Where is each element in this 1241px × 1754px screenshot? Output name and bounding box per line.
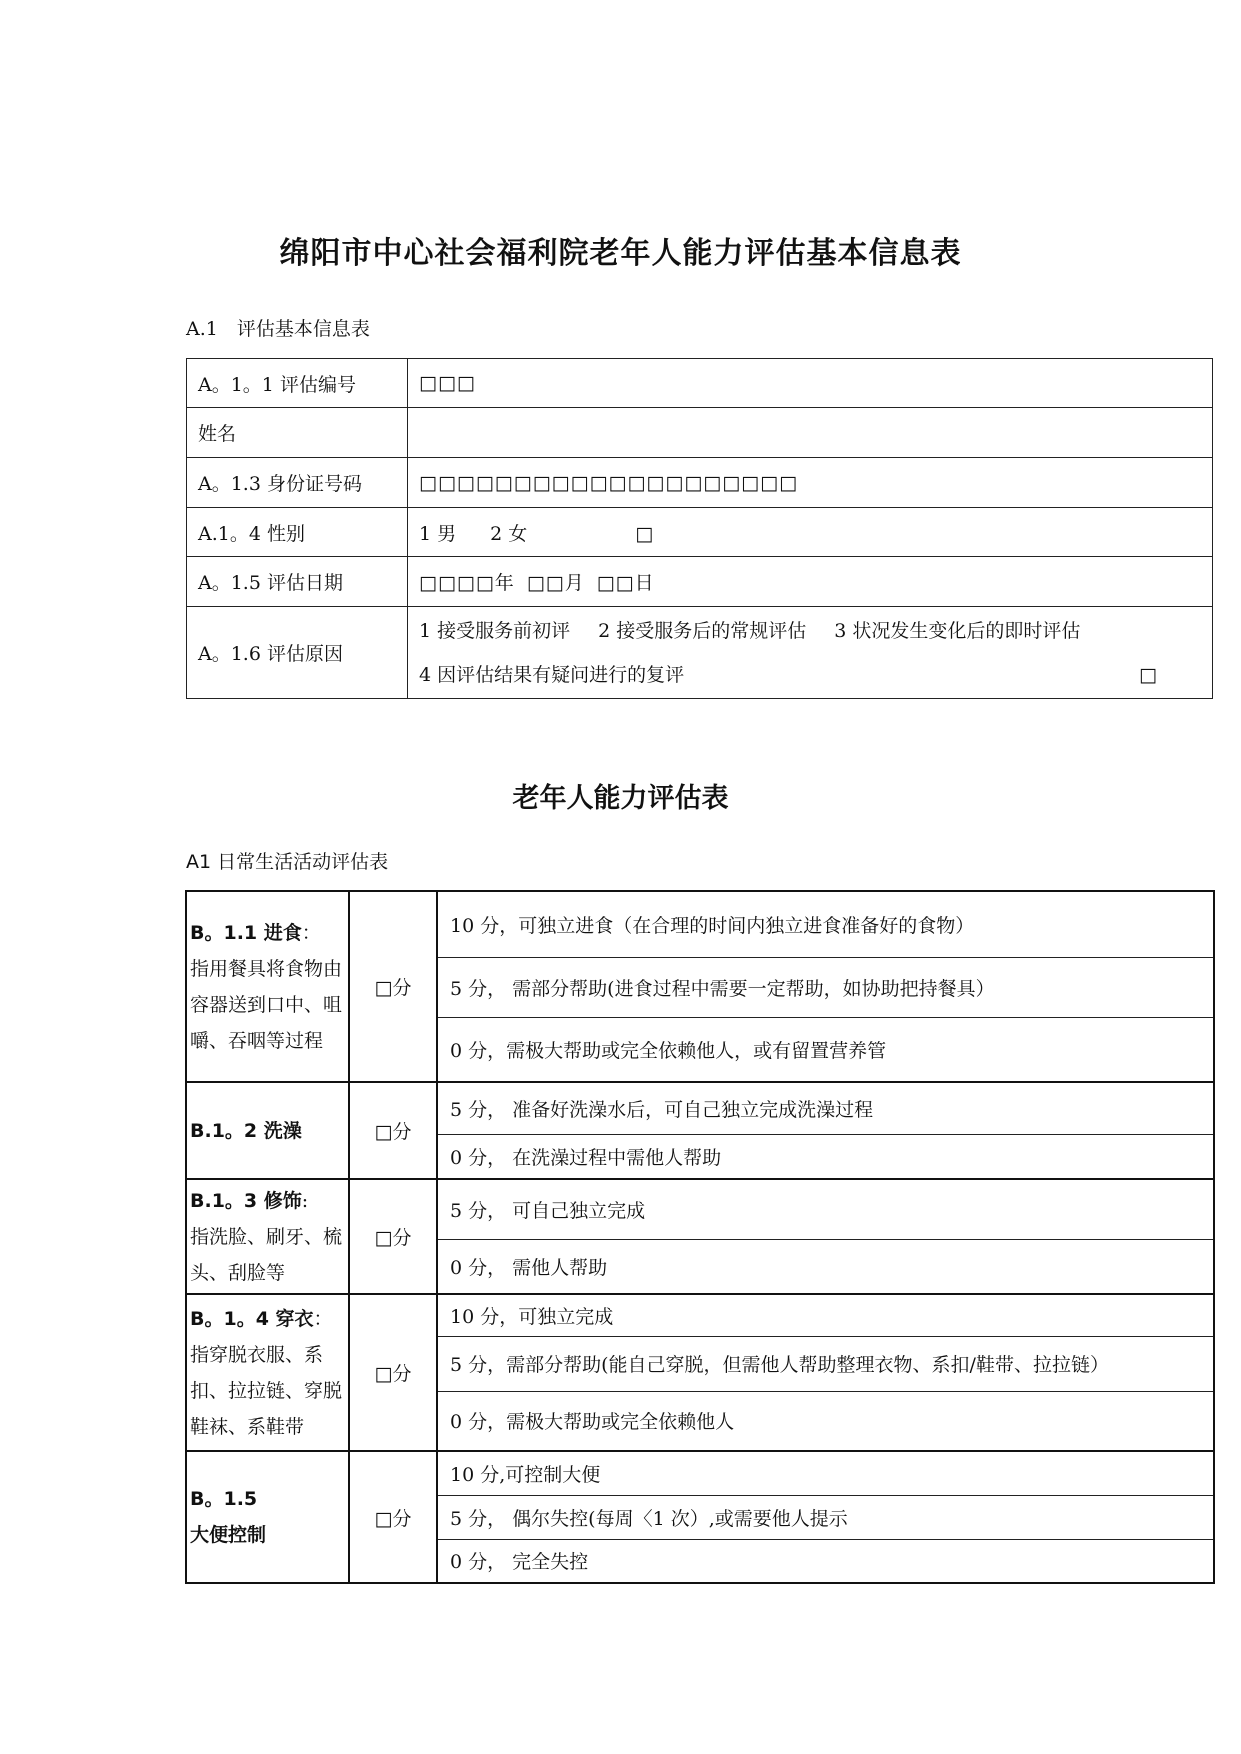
item-dressing	[186, 1294, 349, 1451]
name-field[interactable]	[408, 408, 1213, 458]
date-day-boxes[interactable]: □□日	[596, 572, 655, 594]
table-row	[186, 1451, 1214, 1495]
item-code-suffix: ：	[313, 1307, 333, 1330]
option-row[interactable]: 10 分，可独立进食（在合理的时间内独立进食准备好的食物）	[437, 891, 1214, 957]
option-row[interactable]: 0 分， 需他人帮助	[437, 1239, 1214, 1294]
reason-option-1: 1 接受服务前初评	[419, 619, 571, 642]
item-bowel-control	[186, 1451, 349, 1583]
row-assessment-number	[187, 359, 1213, 408]
score-box-dressing[interactable]: □分	[349, 1294, 437, 1451]
option-row[interactable]: 0 分，需极大帮助或完全依赖他人	[437, 1391, 1214, 1451]
gender-option-male: 1 男	[419, 522, 457, 545]
item-eating	[186, 891, 349, 1082]
item-code: B。1.1 进食	[190, 921, 302, 944]
label-name: 姓名	[187, 408, 408, 458]
reason-checkbox[interactable]: □	[1139, 663, 1157, 686]
score-box-grooming[interactable]: □分	[349, 1179, 437, 1294]
option-row[interactable]: 5 分， 准备好洗澡水后，可自己独立完成洗澡过程	[437, 1082, 1214, 1134]
table-row	[186, 1294, 1214, 1336]
label-gender: A.1。4 性别	[187, 508, 408, 557]
item-code: B。1。4 穿衣	[190, 1307, 314, 1330]
item-description: 指穿脱衣服、系扣、拉拉链、穿脱鞋袜、系鞋带	[190, 1343, 343, 1438]
item-code: B.1。2 洗澡	[190, 1119, 302, 1142]
item-code: B.1。3 修饰	[190, 1189, 302, 1212]
option-row[interactable]: 5 分， 可自己独立完成	[437, 1179, 1214, 1239]
id-number-boxes[interactable]: □□□□□□□□□□□□□□□□□□□□	[408, 458, 1213, 508]
reason-option-3: 3 状况发生变化后的即时评估	[834, 619, 1081, 642]
item-bathing	[186, 1082, 349, 1179]
label-assessment-reason: A。1.6 评估原因	[187, 607, 408, 699]
assessment-date-field	[408, 557, 1213, 607]
gender-field	[408, 508, 1213, 557]
item-description: 指洗脸、刷牙、梳头、刮脸等	[190, 1225, 343, 1284]
score-box-bowel-control[interactable]: □分	[349, 1451, 437, 1583]
option-row[interactable]: 10 分,可控制大便	[437, 1451, 1214, 1495]
option-row[interactable]: 10 分，可独立完成	[437, 1294, 1214, 1336]
option-row[interactable]: 0 分，需极大帮助或完全依赖他人，或有留置营养管	[437, 1017, 1214, 1082]
option-row[interactable]: 5 分， 需部分帮助(进食过程中需要一定帮助，如协助把持餐具）	[437, 957, 1214, 1017]
date-year-boxes[interactable]: □□□□年	[419, 572, 515, 594]
assessment-number-boxes[interactable]: □□□	[408, 359, 1213, 408]
option-row[interactable]: 5 分，需部分帮助(能自己穿脱，但需他人帮助整理衣物、系扣/鞋带、拉拉链）	[437, 1336, 1214, 1391]
table-row	[186, 891, 1214, 957]
score-box-eating[interactable]: □分	[349, 891, 437, 1082]
document-title: 绵阳市中心社会福利院老年人能力评估基本信息表	[279, 236, 962, 271]
adl-assessment-table	[185, 890, 1215, 1584]
section2-title: 老年人能力评估表	[512, 783, 729, 814]
item-description: 大便控制	[190, 1524, 267, 1546]
row-assessment-date	[187, 557, 1213, 607]
section2-caption: A1 日常生活活动评估表	[186, 851, 389, 873]
item-description: 指用餐具将食物由容器送到口中、咀嚼、吞咽等过程	[190, 957, 343, 1052]
label-assessment-date: A。1.5 评估日期	[187, 557, 408, 607]
option-row[interactable]: 0 分， 完全失控	[437, 1539, 1214, 1583]
row-id-number	[187, 458, 1213, 508]
row-gender	[187, 508, 1213, 557]
assessment-reason-field	[408, 607, 1213, 699]
date-month-boxes[interactable]: □□月	[526, 572, 585, 594]
table-row	[186, 1082, 1214, 1134]
label-id-number: A。1.3 身份证号码	[187, 458, 408, 508]
score-box-bathing[interactable]: □分	[349, 1082, 437, 1179]
item-code: B。1.5	[190, 1488, 258, 1510]
table-row	[186, 1179, 1214, 1239]
section1-caption: A.1 评估基本信息表	[186, 318, 370, 340]
reason-option-2: 2 接受服务后的常规评估	[598, 619, 807, 642]
row-name	[187, 408, 1213, 458]
item-code-suffix: :	[301, 1189, 309, 1212]
item-grooming	[186, 1179, 349, 1294]
option-row[interactable]: 0 分， 在洗澡过程中需他人帮助	[437, 1134, 1214, 1179]
item-code-suffix: ：	[301, 921, 321, 944]
gender-checkbox[interactable]: □	[635, 522, 654, 545]
row-assessment-reason	[187, 607, 1213, 699]
basic-info-table	[186, 358, 1213, 699]
gender-option-female: 2 女	[490, 522, 528, 545]
reason-option-4: 4 因评估结果有疑问进行的复评	[419, 663, 685, 686]
option-row[interactable]: 5 分， 偶尔失控(每周〈1 次）,或需要他人提示	[437, 1495, 1214, 1539]
label-assessment-number: A。1。1 评估编号	[187, 359, 408, 408]
